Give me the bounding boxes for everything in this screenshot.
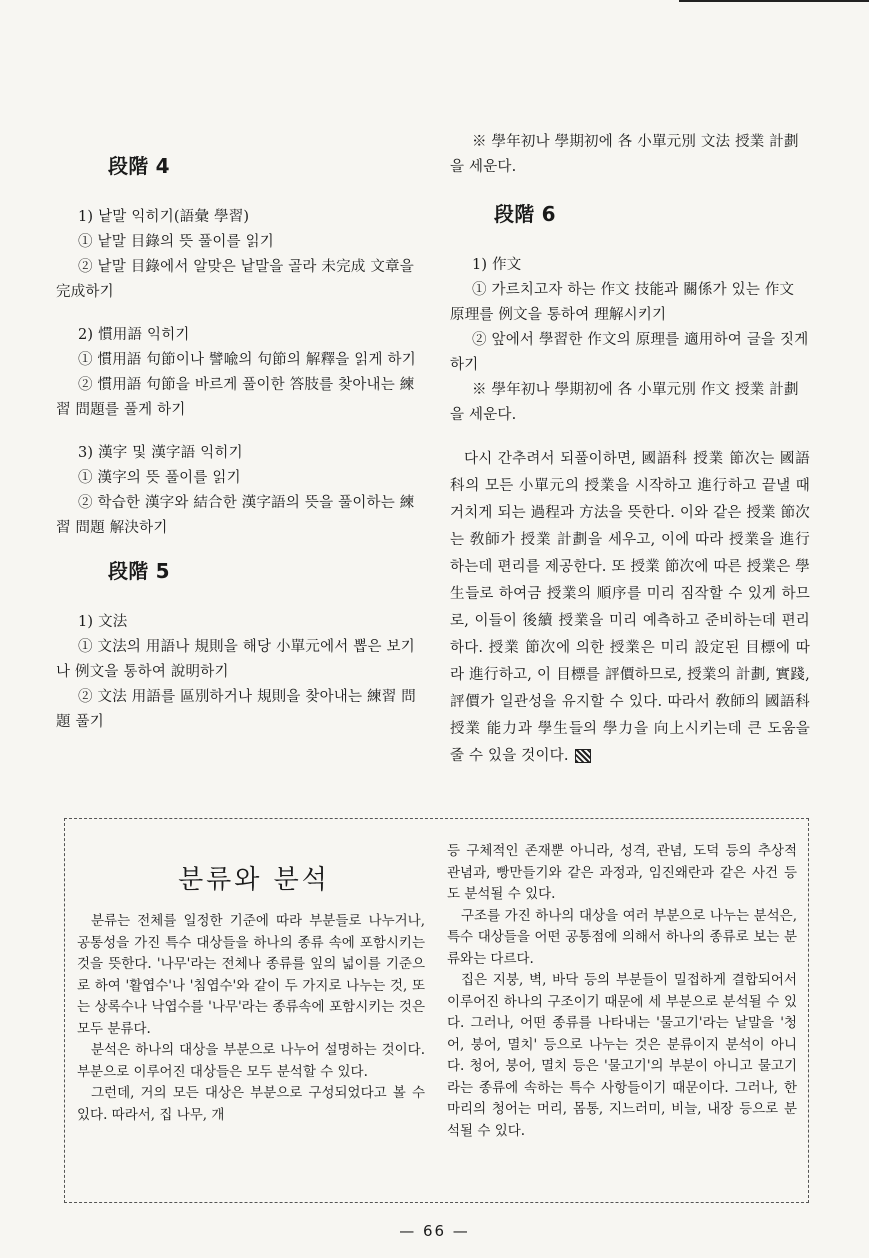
list-item: ① 漢字의 뜻 풀이를 읽기 (78, 470, 241, 486)
list-item: ② 慣用語 句節을 바르게 풀이한 答肢를 찾아내는 練習 問題를 풀게 하기 (56, 377, 415, 418)
end-mark-icon (575, 749, 591, 763)
paragraph: 분류는 전체를 일정한 기준에 따라 부분들로 나누거나, 공통성을 가진 특수 대상들을 하나의 종류 속에 포함시키는 것을 뜻한다. '나무'라는 전체나 종류를 잎의 넓이를 기준으로 하여 '활엽수'나 '침엽수'와 같이 두 가지로 나누는 것, 또는 상록수나 낙엽수를 '나무'라는 종류속에 포함시키는 것은 모두 분류다. (77, 913, 425, 1037)
list-item: ② 앞에서 學習한 作文의 原理를 適用하여 글을 짓게 하기 (450, 332, 809, 373)
list-item: ② 학습한 漢字와 結合한 漢字語의 뜻을 풀이하는 練習 問題 解決하기 (56, 495, 415, 536)
step4-section-2 (56, 323, 421, 423)
list-item: ② 낱말 目錄에서 알맞은 낱말을 골라 未完成 文章을 完成하기 (56, 259, 414, 300)
list-item: ① 낱말 目錄의 뜻 풀이를 읽기 (78, 234, 275, 250)
box-left-column (77, 911, 425, 1126)
section-title: 1) 作文 (472, 257, 522, 273)
list-item: ② 文法 用語를 區別하거나 規則을 찾아내는 練習 問題 풀기 (56, 689, 416, 730)
box-right-column (447, 841, 797, 1142)
note-top: ※ 學年初나 學期初에 各 小單元別 文法 授業 計劃을 세운다. (450, 134, 799, 175)
paragraph: 구조를 가진 하나의 대상을 여러 부분으로 나누는 분석은, 특수 대상들을 어떤 공통점에 의해서 하나의 종류로 보는 분류와는 다르다. (447, 907, 797, 967)
paragraph: 그런데, 거의 모든 대상은 부분으로 구성되었다고 볼 수 있다. 따라서, 집 나무, 개 (77, 1085, 425, 1123)
boxed-article (64, 818, 809, 1203)
step4-heading: 段階 4 (108, 154, 170, 178)
section-title: 1) 文法 (78, 614, 128, 630)
left-column (56, 140, 421, 753)
paragraph: 등 구체적인 존재뿐 아니라, 성격, 관념, 도덕 등의 추상적 관념과, 빵만들기와 같은 과정과, 임진왜란과 같은 사건 등도 분석될 수 있다. (447, 843, 797, 902)
list-item: ① 가르치고자 하는 作文 技能과 關係가 있는 作文 原理를 例文을 통하여 理解시키기 (450, 282, 795, 323)
step5-section-1 (56, 610, 421, 735)
step5-heading: 段階 5 (108, 559, 170, 583)
step4-section-3 (56, 441, 421, 541)
step6-section (450, 253, 810, 428)
list-item: ① 文法의 用語나 規則을 해당 小單元에서 뽑은 보기나 例文을 통하여 說明하기 (56, 639, 415, 680)
corner-rule (679, 0, 869, 2)
paragraph: 집은 지붕, 벽, 바닥 등의 부분들이 밀접하게 결합되어서 이루어진 하나의 구조이기 때문에 세 부분으로 분석될 수 있다. 그러나, 어떤 종류를 나타내는 '물고기'라는 낱말을 '청어, 붕어, 멸치' 등으로 나누는 것은 분류이지 분석이 아니다. 청어, 붕어, 멸치 등은 '물고기'의 부분이 아니고 물고기라는 종류에 속하는 특수 사항들이기 때문이다. 그러나, 한마리의 청어는 머리, 몸통, 지느러미, 비늘, 내장 등으로 분석될 수 있다. (447, 972, 797, 1139)
section-title: 3) 漢字 및 漢字語 익히기 (78, 445, 243, 461)
section-title: 2) 慣用語 익히기 (78, 327, 190, 343)
box-title: 분류와 분석 (178, 865, 330, 895)
section-title: 1) 낱말 익히기(語彙 學習) (78, 209, 250, 225)
paragraph: 분석은 하나의 대상을 부분으로 나누어 설명하는 것이다. 부분으로 이루어진 대상들은 모두 분석할 수 있다. (77, 1042, 425, 1080)
list-item: ① 慣用語 句節이나 譬喩의 句節의 解釋을 읽게 하기 (78, 352, 416, 368)
closing-text: 다시 간추려서 되풀이하면, 國語科 授業 節次는 國語科의 모든 小單元의 授業을 시작하고 進行하고 끝낼 때 거치게 되는 過程과 方法을 뜻한다. 이와 같은 授業 節次는 敎師가 授業 計劃을 세우고, 이에 따라 授業을 進行하는데 편리를 제공한다. 또 授業 節次에 따른 授業은 學生들로 하여금 授業의 順序를 미리 짐작할 수 있게 하므로, 이들이 後續 授業을 미리 예측하고 준비하는데 편리하다. 授業 節次에 의한 授業은 미리 設定된 目標에 따라 進行하고, 이 目標를 評價하므로, 授業의 計劃, 實踐, 評價가 일관성을 유지할 수 있다. 따라서 敎師의 國語科 授業 能力과 學生들의 學力을 向上시키는데 큰 도움을 줄 수 있을 것이다. (450, 451, 810, 764)
note: ※ 學年初나 學期初에 各 小單元別 作文 授業 計劃을 세운다. (450, 382, 799, 423)
page-number: — 66 — (399, 1222, 470, 1240)
step6-heading: 段階 6 (494, 202, 556, 226)
right-column (450, 130, 810, 770)
closing-paragraph (450, 446, 810, 770)
step4-section-1 (56, 205, 421, 305)
